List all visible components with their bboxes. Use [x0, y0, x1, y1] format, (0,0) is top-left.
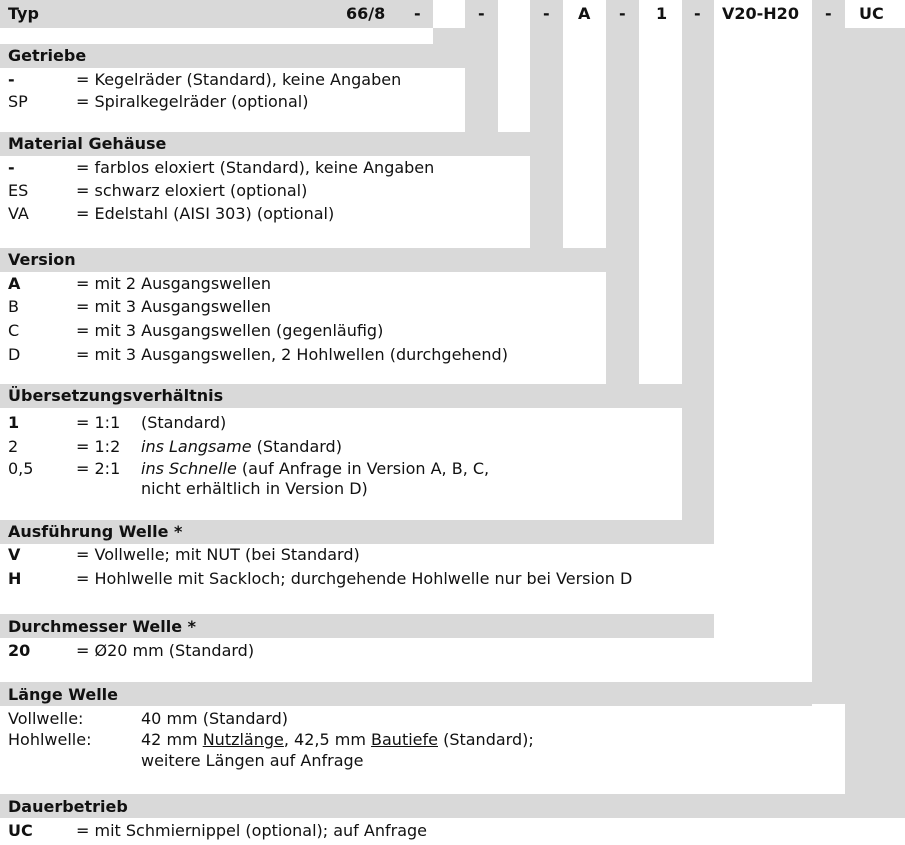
code-a: A: [578, 4, 591, 23]
dauer-bar: [0, 794, 905, 818]
laenge-hohl-cont: weitere Längen auf Anfrage: [141, 751, 364, 770]
laenge-hohl-c: (Standard);: [437, 730, 534, 749]
uebersetzung-rest-2: (auf Anfrage in Version A, B, C,: [236, 459, 490, 478]
code-dash-2: -: [478, 4, 485, 23]
getriebe-title: Getriebe: [8, 46, 87, 65]
uebersetzung-rest-1: (Standard): [251, 437, 342, 456]
code-dash-3: -: [543, 4, 550, 23]
connector-right-col: [812, 0, 845, 704]
version-key-3: D: [8, 345, 21, 364]
version-text-0: = mit 2 Ausgangswellen: [76, 274, 271, 293]
code-uc: UC: [859, 4, 884, 23]
uc-right: [845, 28, 905, 794]
uebersetzung-rest-0: (Standard): [141, 413, 227, 432]
laenge-hohl-a: 42 mm: [141, 730, 203, 749]
uebersetzung-text-1: [141, 437, 342, 457]
getriebe-key-0: -: [8, 70, 15, 89]
laenge-voll-label: Vollwelle:: [8, 709, 84, 728]
dauerbetrieb-key-0: UC: [8, 821, 33, 840]
material-text-0: = farblos eloxiert (Standard), keine Angaben: [76, 158, 435, 177]
material-text-2: = Edelstahl (AISI 303) (optional): [76, 204, 335, 223]
uebersetzung-key-1: 2: [8, 437, 19, 456]
material-title: Material Gehäuse: [8, 134, 167, 153]
ausfuehrung-title: Ausführung Welle *: [8, 522, 183, 541]
getriebe-key-1: SP: [8, 92, 28, 111]
ausf-vert: [682, 408, 714, 520]
uebersetzung-text-2: [141, 459, 489, 479]
code-dash-6: -: [825, 4, 832, 23]
uebersetzung-key-2: 0,5: [8, 459, 34, 478]
typ-label: Typ: [8, 4, 39, 23]
connector-uebersetzung: [606, 0, 639, 384]
version-key-0: A: [8, 274, 21, 293]
version-bar: [0, 248, 606, 272]
nutzlaenge-term: Nutzlänge: [202, 730, 284, 749]
version-text-3: = mit 3 Ausgangswellen, 2 Hohlwellen (durchgehend): [76, 345, 508, 364]
version-text-1: = mit 3 Ausgangswellen: [76, 297, 271, 316]
version-key-2: C: [8, 321, 20, 340]
uebersetzung-ratio-0: = 1:1: [76, 413, 121, 432]
uebersetzung-continuation: nicht erhältlich in Version D): [141, 479, 368, 498]
laenge-hohl-b: , 42,5 mm: [283, 730, 372, 749]
code-dash-5: -: [694, 4, 701, 23]
material-key-0: -: [8, 158, 15, 177]
code-v20-h20: V20-H20: [722, 4, 799, 23]
dauerbetrieb-title: Dauerbetrieb: [8, 797, 128, 816]
version-key-1: B: [8, 297, 19, 316]
connector-version: [530, 0, 563, 248]
laenge-title: Länge Welle: [8, 685, 119, 704]
uebersetzung-text-0: [141, 413, 226, 433]
code-dash-4: -: [619, 4, 626, 23]
getriebe-text-1: = Spiralkegelräder (optional): [76, 92, 309, 111]
laenge-hohl-text: [141, 730, 534, 750]
uebersetzung-italic-2: ins Schnelle: [141, 459, 237, 478]
bautiefe-term: Bautiefe: [371, 730, 438, 749]
ausfuehrung-text-1: = Hohlwelle mit Sackloch; durchgehende Hohlwelle nur bei Version D: [76, 569, 633, 588]
ausfuehrung-text-0: = Vollwelle; mit NUT (bei Standard): [76, 545, 360, 564]
ausfuehrung-key-1: H: [8, 569, 22, 588]
material-key-2: VA: [8, 204, 29, 223]
material-key-1: ES: [8, 181, 29, 200]
uebersetzung-title: Übersetzungsverhältnis: [8, 386, 224, 405]
code-1: 1: [656, 4, 668, 23]
connector-getriebe: [433, 28, 465, 44]
uebersetzung-italic-1: ins Langsame: [141, 437, 252, 456]
getriebe-text-0: = Kegelräder (Standard), keine Angaben: [76, 70, 402, 89]
code-dash-1: -: [414, 4, 421, 23]
code-66-8: 66/8: [346, 4, 386, 23]
dauerbetrieb-text-0: = mit Schmiernippel (optional); auf Anfrage: [76, 821, 427, 840]
uebersetzung-key-0: 1: [8, 413, 20, 432]
durchmesser-text-0: = Ø20 mm (Standard): [76, 641, 255, 660]
laenge-hohl-label: Hohlwelle:: [8, 730, 92, 749]
durchmesser-title: Durchmesser Welle *: [8, 617, 197, 636]
uebersetzung-ratio-2: = 2:1: [76, 459, 121, 478]
laenge-bar: [0, 682, 812, 706]
uebersetzung-ratio-1: = 1:2: [76, 437, 121, 456]
laenge-voll-text: 40 mm (Standard): [141, 709, 288, 728]
ausfuehrung-key-0: V: [8, 545, 21, 564]
material-text-1: = schwarz eloxiert (optional): [76, 181, 308, 200]
version-title: Version: [8, 250, 76, 269]
durchmesser-key-0: 20: [8, 641, 31, 660]
version-text-2: = mit 3 Ausgangswellen (gegenläufig): [76, 321, 384, 340]
